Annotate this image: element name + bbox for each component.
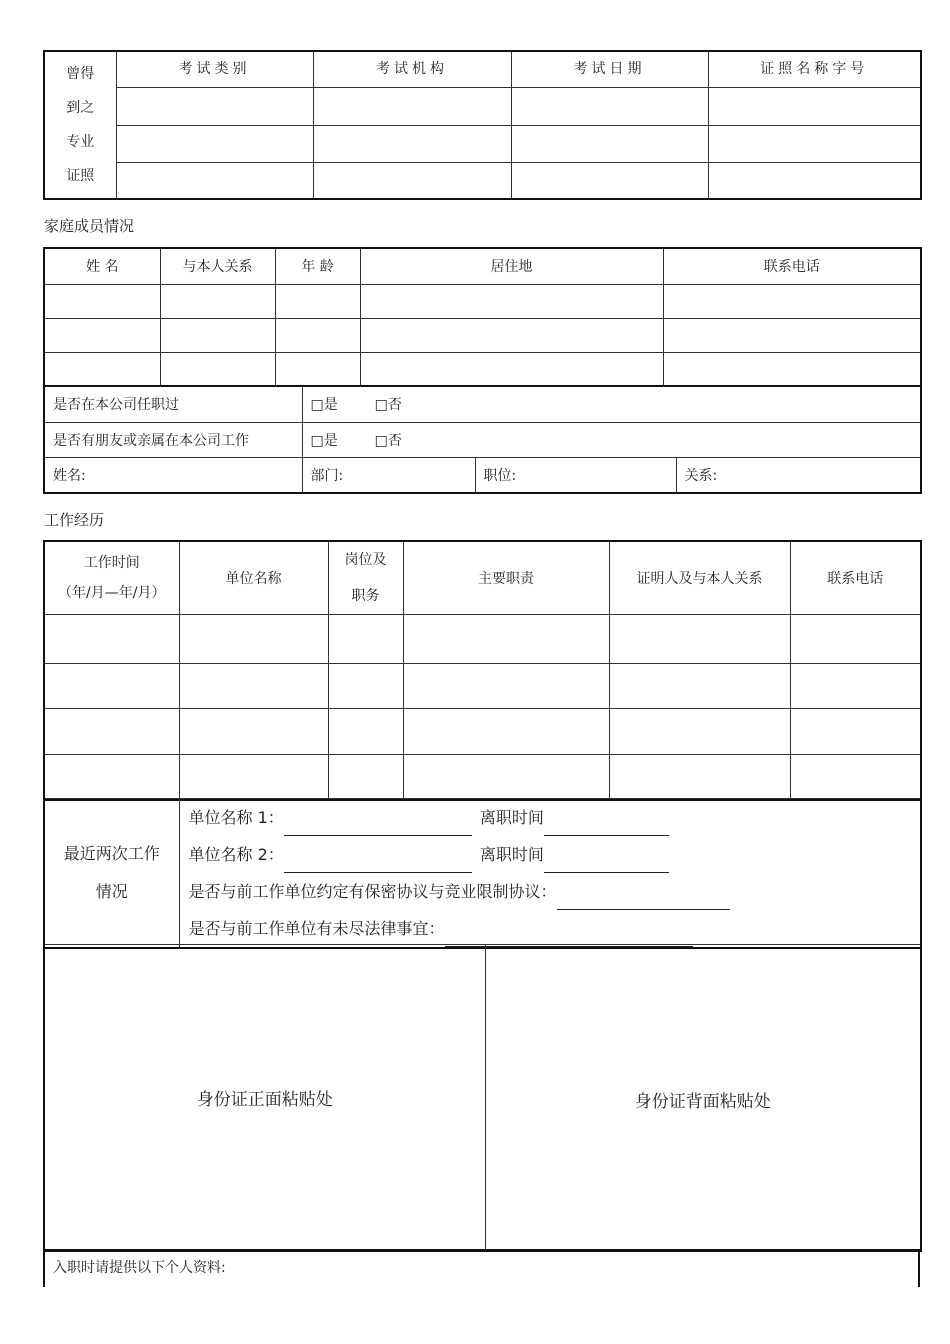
agreement-label: 是否与前工作单位约定有保密协议与竞业限制协议： (188, 882, 557, 901)
relative-here-yes-checkbox[interactable]: □是 (310, 432, 338, 449)
family-cell[interactable] (663, 318, 921, 352)
relative-relation-field[interactable]: 关系: (676, 457, 921, 493)
family-cell[interactable] (360, 284, 663, 318)
work-cell[interactable] (403, 755, 609, 800)
materials-row (43, 1249, 920, 1287)
family-cell[interactable] (44, 284, 160, 318)
work-cell[interactable] (609, 664, 790, 709)
company-1-label: 单位名称 1： (188, 808, 284, 827)
cert-cell[interactable] (708, 87, 921, 125)
work-cell[interactable] (328, 755, 403, 800)
work-cell[interactable] (179, 755, 328, 800)
recent-label-line2: 情况 (95, 882, 128, 901)
header-cert-name: 证照名称字号 (708, 51, 921, 87)
header-exam-date: 考试日期 (511, 51, 708, 87)
recent-jobs-table (43, 798, 922, 949)
family-cell[interactable] (160, 352, 275, 386)
relative-here-label: 是否有朋友或亲属在本公司工作 (44, 422, 302, 457)
work-cell[interactable] (44, 709, 179, 755)
family-cell[interactable] (360, 318, 663, 352)
family-cell[interactable] (160, 318, 275, 352)
id-card-front-area[interactable]: 身份证正面粘贴处 (44, 945, 485, 1251)
header-company: 单位名称 (179, 541, 328, 615)
family-cell[interactable] (275, 284, 360, 318)
work-time-line2: （年/月—年/月） (58, 585, 166, 601)
materials-label: 入职时请提供以下个人资料: (53, 1260, 226, 1276)
work-time-line1: 工作时间 (83, 555, 140, 571)
agreement-input[interactable] (557, 893, 730, 910)
family-cell[interactable] (275, 352, 360, 386)
header-exam-org: 考试机构 (313, 51, 511, 87)
work-section-title: 工作经历 (44, 511, 105, 529)
work-cell[interactable] (328, 664, 403, 709)
leave-time-1-input[interactable] (544, 819, 669, 836)
header-residence: 居住地 (360, 248, 663, 284)
cert-cell[interactable] (708, 125, 921, 162)
post-line2: 职务 (351, 588, 380, 604)
post-line1: 岗位及 (344, 552, 387, 568)
work-cell[interactable] (403, 615, 609, 664)
family-cell[interactable] (663, 284, 921, 318)
cert-cell[interactable] (313, 162, 511, 199)
work-cell[interactable] (179, 615, 328, 664)
family-table (43, 247, 922, 387)
work-cell[interactable] (179, 709, 328, 755)
legal-line (189, 910, 921, 947)
id-card-table (43, 944, 922, 1252)
cert-cell[interactable] (116, 125, 313, 162)
leave-time-1-label: 离职时间 (479, 808, 544, 827)
legal-label: 是否与前工作单位有未尽法律事宜： (188, 919, 445, 938)
work-cell[interactable] (44, 755, 179, 800)
recent-label-line1: 最近两次工作 (63, 844, 160, 863)
leave-time-2-label: 离职时间 (479, 845, 544, 864)
side-label-line: 曾得 (66, 66, 95, 82)
company-2-input[interactable] (284, 856, 472, 873)
family-cell[interactable] (160, 284, 275, 318)
family-cell[interactable] (44, 352, 160, 386)
header-duty: 主要职责 (403, 541, 609, 615)
work-cell[interactable] (328, 709, 403, 755)
worked-here-yes-checkbox[interactable]: □是 (310, 397, 338, 414)
header-relation: 与本人关系 (160, 248, 275, 284)
side-label-line: 专业 (66, 134, 95, 150)
worked-here-options (302, 386, 921, 422)
work-cell[interactable] (790, 709, 921, 755)
cert-cell[interactable] (313, 87, 511, 125)
family-cell[interactable] (44, 318, 160, 352)
work-cell[interactable] (609, 615, 790, 664)
recent-job-1-line (189, 799, 921, 836)
header-reference: 证明人及与本人关系 (609, 541, 790, 615)
certificates-table (43, 50, 922, 200)
relative-position-field[interactable]: 职位: (475, 457, 676, 493)
id-card-back-area[interactable]: 身份证背面粘贴处 (485, 945, 921, 1251)
header-work-time (44, 541, 179, 615)
header-exam-type: 考试类别 (116, 51, 313, 87)
worked-here-label: 是否在本公司任职过 (44, 386, 302, 422)
family-section-title: 家庭成员情况 (44, 217, 135, 235)
work-cell[interactable] (403, 709, 609, 755)
header-name: 姓 名 (44, 248, 160, 284)
work-cell[interactable] (609, 755, 790, 800)
cert-cell[interactable] (708, 162, 921, 199)
family-cell[interactable] (275, 318, 360, 352)
header-post (328, 541, 403, 615)
cert-cell[interactable] (511, 162, 708, 199)
header-phone: 联系电话 (663, 248, 921, 284)
cert-cell[interactable] (313, 125, 511, 162)
cert-cell[interactable] (511, 125, 708, 162)
company-relation-table (43, 385, 922, 494)
work-cell[interactable] (790, 755, 921, 800)
work-cell[interactable] (44, 664, 179, 709)
work-cell[interactable] (44, 615, 179, 664)
work-cell[interactable] (790, 615, 921, 664)
certificates-side-label (44, 51, 116, 199)
family-cell[interactable] (663, 352, 921, 386)
side-label-line: 到之 (66, 100, 95, 116)
header-age: 年 龄 (275, 248, 360, 284)
recent-job-2-line (189, 836, 921, 873)
cert-cell[interactable] (116, 162, 313, 199)
recent-jobs-label (44, 799, 179, 949)
work-cell[interactable] (609, 709, 790, 755)
family-cell[interactable] (360, 352, 663, 386)
work-table (43, 540, 922, 801)
company-1-input[interactable] (284, 819, 472, 836)
work-cell[interactable] (403, 664, 609, 709)
worked-here-no-checkbox[interactable]: □否 (374, 397, 402, 414)
relative-here-no-checkbox[interactable]: □否 (374, 432, 402, 449)
work-cell[interactable] (328, 615, 403, 664)
company-2-label: 单位名称 2： (188, 845, 284, 864)
header-work-phone: 联系电话 (790, 541, 921, 615)
leave-time-2-input[interactable] (544, 856, 669, 873)
relative-dept-field[interactable]: 部门: (302, 457, 475, 493)
recent-jobs-content (179, 799, 921, 949)
relative-here-options (302, 422, 921, 457)
relative-name-field[interactable]: 姓名: (44, 457, 302, 493)
cert-cell[interactable] (511, 87, 708, 125)
cert-cell[interactable] (116, 87, 313, 125)
work-cell[interactable] (790, 664, 921, 709)
work-cell[interactable] (179, 664, 328, 709)
agreement-line (189, 873, 921, 910)
side-label-line: 证照 (66, 168, 95, 184)
